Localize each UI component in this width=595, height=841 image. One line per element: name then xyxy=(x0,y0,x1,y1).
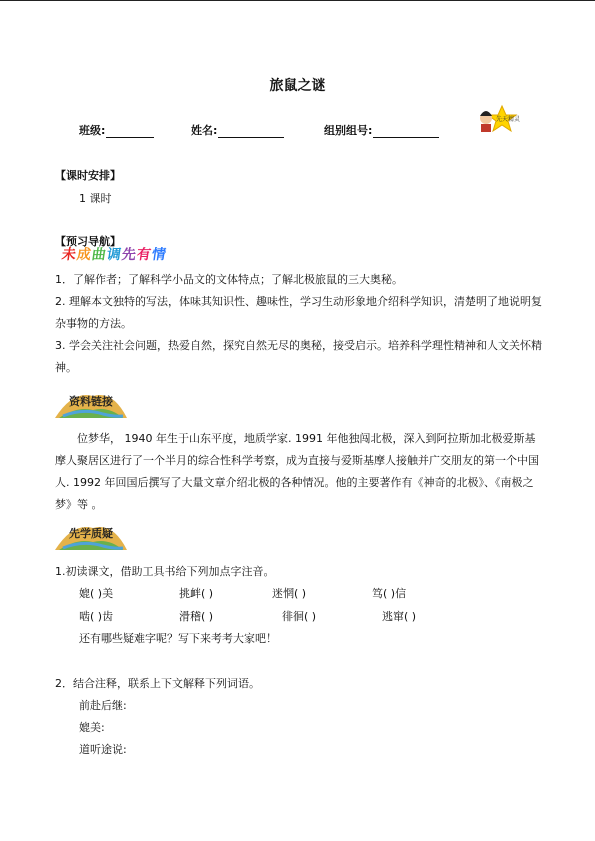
class-blank[interactable] xyxy=(106,126,154,138)
banner-char: 成 xyxy=(75,247,93,263)
banner-char: 有 xyxy=(135,247,153,263)
pinyin-item[interactable]: 滑稽( ) xyxy=(179,610,214,623)
group-label: 组别组号: xyxy=(324,124,373,137)
rainbow-banner xyxy=(62,244,167,264)
sticker-text: 先天精灵 xyxy=(496,117,521,123)
pinyin-item[interactable]: 挑衅( ) xyxy=(179,587,214,600)
page-top-rule xyxy=(0,0,595,1)
material-badge-label: 资料链接 xyxy=(69,395,113,408)
banner-char: 未 xyxy=(60,247,78,263)
term-item[interactable]: 媲美: xyxy=(79,721,105,734)
banner-char: 情 xyxy=(150,247,168,263)
group-field xyxy=(324,122,439,138)
question-1: 1.初读课文，借助工具书给下列加点字注音。 xyxy=(55,565,275,578)
schedule-heading: 【课时安排】 xyxy=(55,169,121,182)
name-field xyxy=(191,122,284,138)
document-title: 旅鼠之谜 xyxy=(269,78,326,94)
pinyin-item[interactable]: 逃窜( ) xyxy=(382,610,417,623)
term-item[interactable]: 前赴后继: xyxy=(79,699,127,712)
goal-2: 2. 理解本文独特的写法，体味其知识性、趣味性，学习生动形象地介绍科学知识，清楚明了地说明复杂事物的方法。 xyxy=(55,295,542,330)
question-1-extra: 还有哪些疑难字呢？写下来考考大家吧！ xyxy=(79,632,277,645)
pinyin-item[interactable]: 迷惘( ) xyxy=(272,587,307,600)
pinyin-item[interactable]: 徘徊( ) xyxy=(282,610,317,623)
question-2: 2．结合注释，联系上下文解释下列词语。 xyxy=(55,677,260,690)
class-field xyxy=(79,122,154,138)
prestudy-badge-label: 先学质疑 xyxy=(69,527,113,540)
pinyin-item[interactable]: 媲( )美 xyxy=(79,587,114,600)
pinyin-item[interactable]: 啮( )齿 xyxy=(79,610,114,623)
name-blank[interactable] xyxy=(218,126,284,138)
term-item[interactable]: 道听途说: xyxy=(79,743,127,756)
prestudy-badge xyxy=(53,520,129,552)
banner-char: 先 xyxy=(120,247,138,263)
name-label: 姓名: xyxy=(191,124,218,137)
pinyin-item[interactable]: 笃( )信 xyxy=(372,587,407,600)
goal-3: 3. 学会关注社会问题，热爱自然，探究自然无尽的奥秘，接受启示。培养科学理性精神和人文关怀精神。 xyxy=(55,339,542,374)
goal-1: 1．了解作者；了解科学小品文的文体特点；了解北极旅鼠的三大奥秘。 xyxy=(55,273,403,286)
material-badge xyxy=(53,388,129,420)
class-label: 班级: xyxy=(79,124,106,137)
preview-heading: 【预习导航】 xyxy=(55,235,121,248)
banner-char: 曲 xyxy=(90,247,108,263)
star-character-icon xyxy=(478,104,522,134)
banner-char: 调 xyxy=(105,247,123,263)
group-blank[interactable] xyxy=(373,126,439,138)
material-text: 位梦华， 1940 年生于山东平度，地质学家. 1991 年他独闯北极，深入到阿拉斯加北极爱斯基摩人聚居区进行了一个半月的综合性科学考察，成为直接与爱斯基摩人接触并广交朋友的第一个中国人. 1992 年回国后撰写了大量文章介绍北极的各种情况。他的主要著作有《神奇的北极》、《南极之梦》等 。 xyxy=(55,432,539,511)
schedule-value: 1 课时 xyxy=(79,192,112,205)
